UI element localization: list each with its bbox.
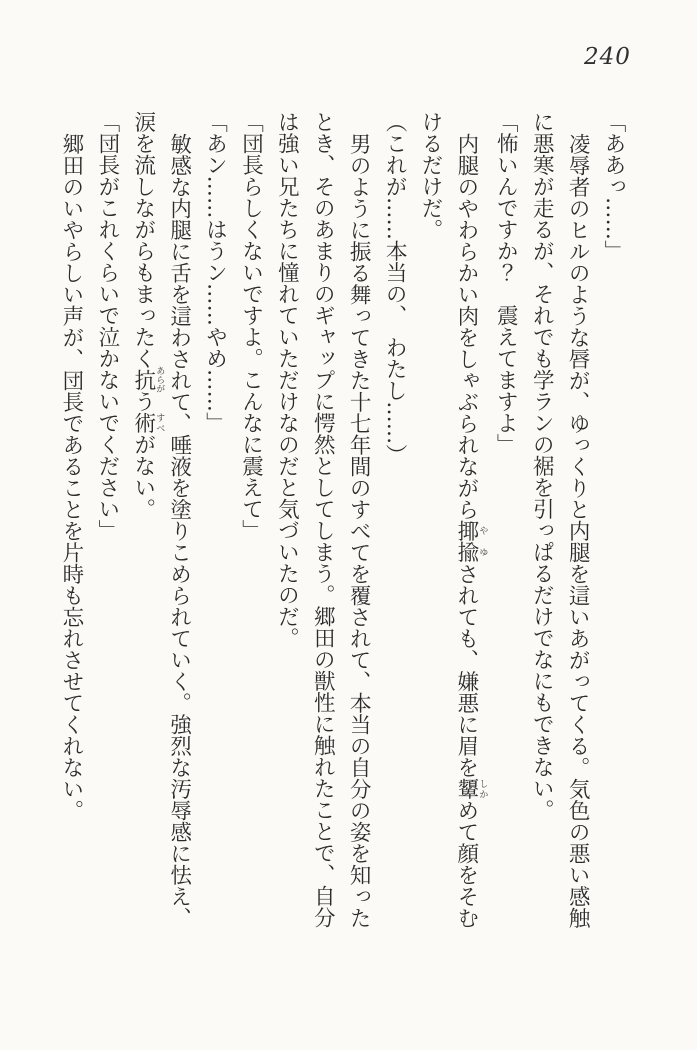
- paragraph: 敏感な内腿に舌を這わされて、唾液を塗りこめられていく。強烈な汚辱感に怯え、涙を流しながらもまったく抗あらがう術すべがない。: [130, 111, 192, 928]
- vertical-text-block: [55, 111, 631, 947]
- paragraph: （これが……本当の、 わたし……）: [382, 111, 408, 466]
- paragraph: 「あン……はうン……やめ……」: [202, 111, 228, 434]
- furigana-annotated-kanji: 顰しか: [453, 777, 488, 799]
- paragraph: 「団長らしくないですよ。こんなに震えて」: [238, 111, 264, 541]
- furigana-annotated-kanji: 抗あらが: [130, 366, 165, 394]
- paragraph: 凌辱者のヒルのような唇が、ゆっくりと内腿を這いあがってくる。気色の悪い感触に悪寒が走るが、それでも学ランの裾を引っぱるだけでなにもできない。: [529, 111, 591, 928]
- furigana-annotated-kanji: 揄ゆ: [453, 541, 488, 563]
- furigana-annotated-kanji: 揶や: [453, 519, 488, 541]
- paragraph: 郷田のいやらしい声が、団長であることを片時も忘れさせてくれない。: [58, 132, 84, 821]
- paragraph: 男のように振る舞ってきた十七年間のすべてを覆されて、本当の自分の姿を知ったとき、そのあまりのギャップに愕然としてしまう。郷田の獣性に触れたことで、自分は強い兄たちに憧れていただけなのだと気づいたのだ。: [274, 111, 372, 928]
- paragraph: 「団長がこれくらいで泣かないでください」: [94, 111, 120, 541]
- page-number: 240: [584, 44, 631, 70]
- paragraph: 内腿のやわらかい肉をしゃぶられながら揶や揄ゆされても、嫌悪に眉を顰しかめて顔をそむけるだけだ。: [417, 111, 488, 928]
- paragraph: 「怖いんですか？ 震えてますよ」: [493, 111, 519, 455]
- furigana-annotated-kanji: 術すべ: [130, 412, 165, 434]
- paragraph: 「ああっ……」: [601, 111, 626, 262]
